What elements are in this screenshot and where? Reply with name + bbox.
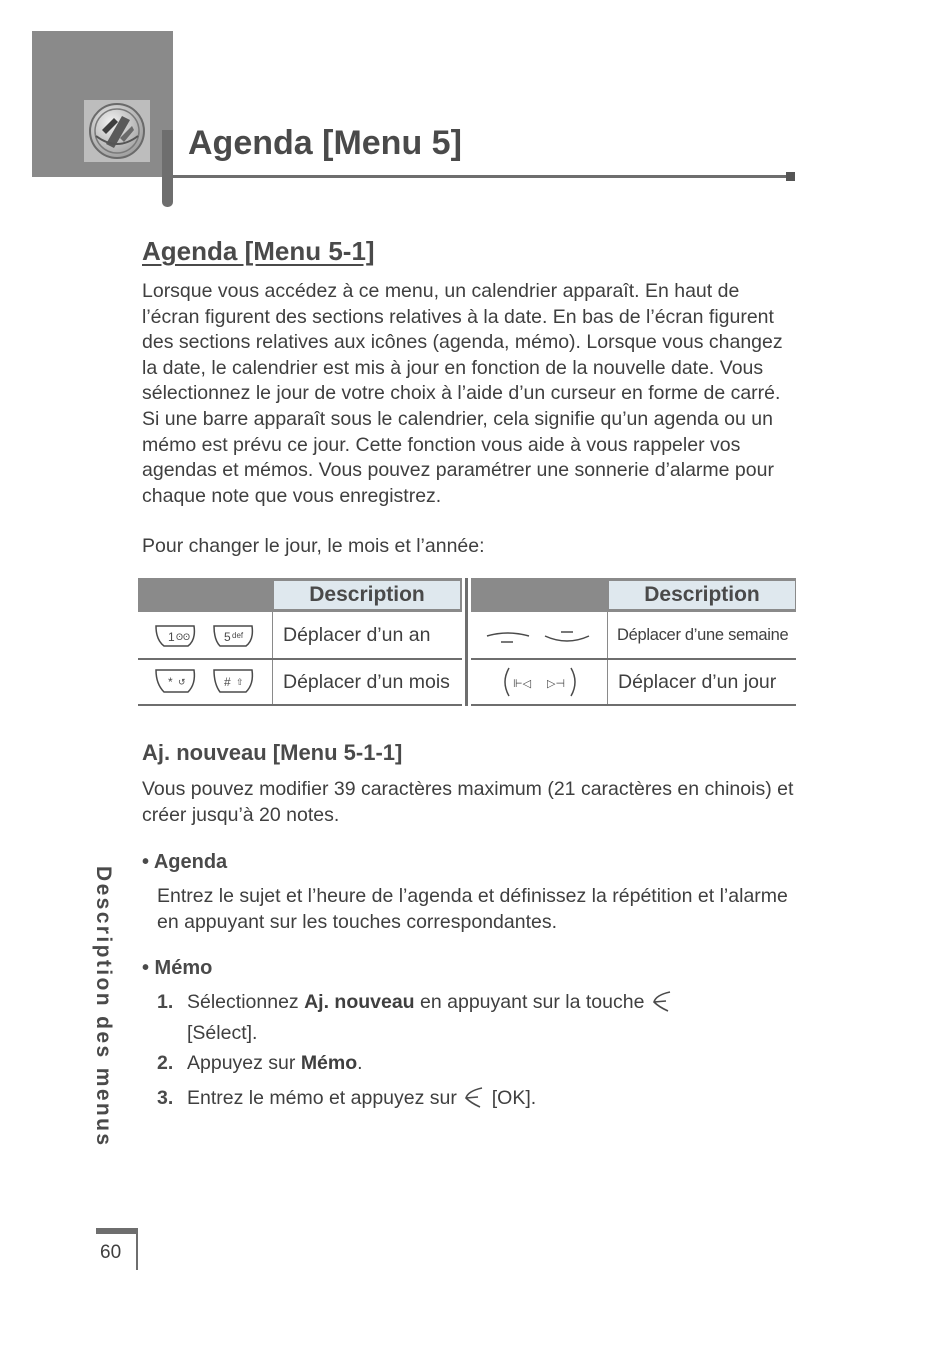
agenda-paragraph: Entrez le sujet et l’heure de l’agenda et définissez la répétition et l’alarme en appuyant sur les touches correspondantes.: [157, 885, 788, 933]
step-text: Sélectionnez: [187, 991, 305, 1013]
header-rule-end: [786, 172, 795, 181]
svg-text:5: 5: [224, 630, 231, 644]
left-soft-key-icon: [650, 989, 674, 1020]
key-star-and-key-hash-icon: [138, 660, 272, 704]
nav-up-and-down-icon: [471, 612, 607, 658]
step-1: [157, 989, 797, 1046]
header-rule: [173, 175, 790, 178]
table-row: [138, 660, 462, 706]
navigation-table-left: [138, 578, 462, 706]
step-text: [OK].: [491, 1087, 537, 1109]
section-heading-agenda: Agenda [Menu 5-1]: [142, 236, 375, 266]
chapter-side-label: Description des menus: [92, 866, 115, 1148]
svg-text:ʘʘ: ʘʘ: [176, 632, 191, 642]
table-header-description: Description: [609, 581, 795, 609]
table-cell-description: Déplacer d’un an: [283, 623, 431, 646]
change-date-intro: Pour changer le jour, le mois et l’année:: [142, 535, 485, 557]
svg-text:def: def: [232, 631, 244, 640]
step-bold-term: Mémo: [300, 1052, 358, 1074]
step-text: [Sélect].: [187, 1022, 258, 1044]
intro-paragraph: Lorsque vous accédez à ce menu, un calendrier apparaît. En haut de l’écran figurent des sections relatives à la date. En bas de l’écran figurent des sections relatives aux icônes (agenda, mémo). Lorsque vous changez la date, le calendrier est mis à jour en fonction de la nouvelle date. Vous sélectionnez le jour de votre choix à l’aide d’un curseur en forme de carré. Si une barre apparaît sous le calendrier, cela signifie qu’un agenda ou un mémo est prévu ce jour. Cette fonction vous aide à vous rappeler vos agendas et mémos. Vous pouvez paramétrer une sonnerie d’alarme pour chaque note que vous enregistrez.: [142, 280, 783, 507]
table-cell-description: Déplacer d’un mois: [283, 670, 450, 693]
svg-text:1: 1: [168, 630, 175, 644]
limits-paragraph: Vous pouvez modifier 39 caractères maximum (21 caractères en chinois) et créer jusqu’à 20 notes.: [142, 778, 794, 826]
organizer-icon: [84, 100, 150, 162]
key-1-and-key-5-icon: [138, 612, 272, 658]
step-text: en appuyant sur la touche: [414, 991, 645, 1013]
step-number: 1.: [157, 991, 174, 1013]
svg-text:⇧: ⇧: [236, 677, 244, 687]
key-cell: [138, 660, 273, 704]
step-text: Appuyez sur: [187, 1052, 301, 1074]
step-2: [157, 1050, 797, 1076]
table-header-row: [138, 578, 462, 612]
table-header-row: [471, 578, 796, 612]
svg-text:*: *: [168, 675, 173, 689]
key-cell: [471, 660, 608, 704]
table-separator-line: [465, 578, 468, 706]
bullet-memo: • Mémo: [142, 957, 213, 979]
table-cell-description: Déplacer d’un jour: [618, 670, 777, 693]
table-header-description: Description: [274, 581, 460, 609]
page-number: 60: [100, 1242, 122, 1263]
step-text: .: [357, 1052, 363, 1074]
side-tab-line: [136, 1228, 138, 1270]
step-text: Entrez le mémo et appuyez sur: [187, 1087, 457, 1109]
header-bar: [162, 130, 173, 207]
key-cell: [471, 612, 608, 658]
svg-text:▷⊣: ▷⊣: [547, 678, 566, 690]
step-bold-term: Aj. nouveau: [304, 991, 415, 1013]
svg-text:↺: ↺: [178, 677, 186, 687]
svg-text:⊩◁: ⊩◁: [513, 678, 532, 690]
svg-text:#: #: [224, 675, 231, 689]
navigation-table-right: [471, 578, 796, 706]
table-cell-description: Déplacer d’une semaine: [617, 625, 789, 644]
section-heading-new-entry: Aj. nouveau [Menu 5-1-1]: [142, 740, 403, 765]
bullet-agenda: • Agenda: [142, 851, 228, 873]
step-number: 2.: [157, 1052, 174, 1074]
step-3: [157, 1085, 797, 1116]
table-row: [138, 612, 462, 660]
side-tab-bar: [96, 1228, 138, 1234]
table-row: [471, 660, 796, 706]
step-number: 3.: [157, 1087, 174, 1109]
page-title: Agenda [Menu 5]: [188, 124, 462, 162]
left-soft-key-icon: [462, 1085, 486, 1116]
key-cell: [138, 612, 273, 658]
nav-left-and-right-icon: [471, 660, 607, 704]
table-row: [471, 612, 796, 660]
